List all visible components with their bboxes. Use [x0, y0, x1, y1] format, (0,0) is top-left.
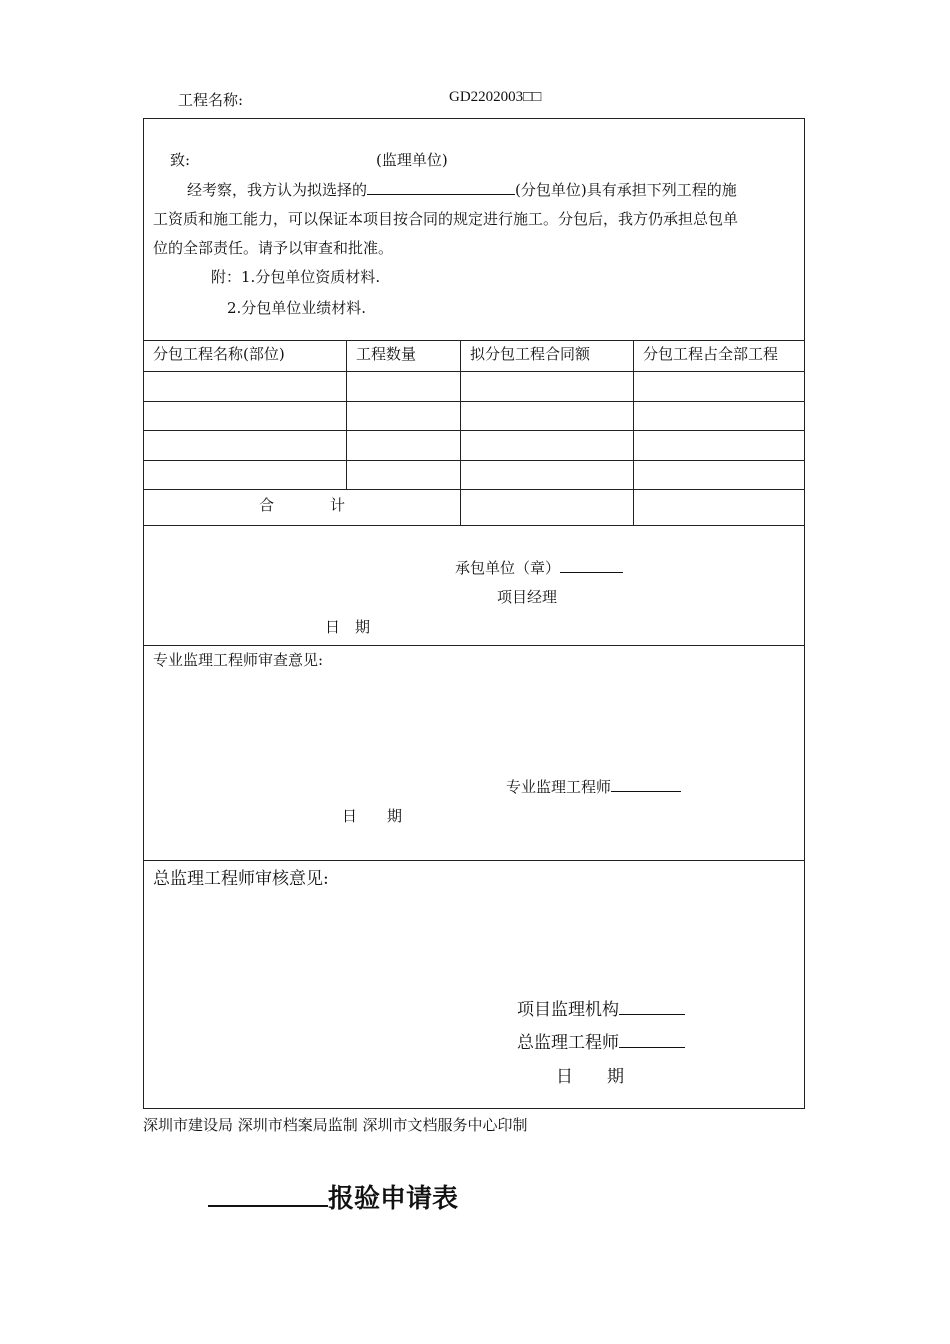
project-manager-label: 项目经理 — [497, 588, 558, 606]
chief-signature-label: 总监理工程师 — [517, 1033, 619, 1053]
footer-issuers: 深圳市建设局 深圳市档案局监制 深圳市文档服务中心印制 — [143, 1116, 528, 1134]
supervision-org-blank[interactable] — [619, 1013, 685, 1015]
body-prefix: 经考察，我方认为拟选择的 — [187, 181, 368, 199]
form-title-blank[interactable] — [208, 1204, 328, 1207]
specialist-signature — [506, 776, 681, 797]
next-form-heading — [208, 1178, 458, 1215]
contractor-date-label: 日 期 — [325, 618, 371, 636]
attachment-2: 2.分包单位业绩材料. — [227, 299, 367, 317]
specialist-signature-blank[interactable] — [611, 790, 681, 792]
chief-opinion-label: 总监理工程师审核意见: — [153, 869, 329, 889]
table-header-percentage: 分包工程占全部工程 — [643, 345, 779, 363]
body-line-1 — [187, 179, 737, 200]
chief-signature — [517, 1028, 685, 1053]
table-header-contract-amount: 拟分包工程合同额 — [470, 345, 591, 363]
contractor-seal-blank[interactable] — [560, 571, 623, 573]
to-label: 致: — [170, 151, 191, 169]
specialist-opinion-label: 专业监理工程师审查意见: — [153, 651, 324, 669]
form-code: GD2202003□□ — [449, 89, 542, 105]
attachment-1: 附：1.分包单位资质材料. — [211, 268, 381, 286]
subcontractor-blank[interactable] — [367, 193, 515, 195]
body-suffix: (分包单位)具有承担下列工程的施 — [515, 181, 737, 199]
supervision-org-label: 项目监理机构 — [517, 1000, 619, 1020]
body-line-2: 工资质和施工能力，可以保证本项目按合同的规定进行施工。分包后，我方仍承担总包单 — [153, 210, 739, 228]
total-label-1: 合 — [259, 496, 275, 514]
supervision-org — [517, 995, 685, 1020]
project-name-label: 工程名称: — [178, 91, 244, 109]
body-line-3: 位的全部责任。请予以审查和批准。 — [153, 239, 394, 257]
specialist-date-label: 日 期 — [342, 807, 403, 825]
form-title: 报验申请表 — [328, 1184, 459, 1214]
table-header-name: 分包工程名称(部位) — [153, 345, 285, 363]
total-label-2: 计 — [330, 496, 346, 514]
contractor-seal-label: 承包单位（章） — [455, 559, 561, 577]
chief-signature-blank[interactable] — [619, 1046, 685, 1048]
contractor-seal — [455, 557, 623, 578]
chief-date-label: 日 期 — [556, 1067, 624, 1087]
specialist-signature-label: 专业监理工程师 — [506, 778, 612, 796]
table-header-quantity: 工程数量 — [356, 345, 417, 363]
supervisor-unit: (监理单位) — [376, 151, 448, 169]
